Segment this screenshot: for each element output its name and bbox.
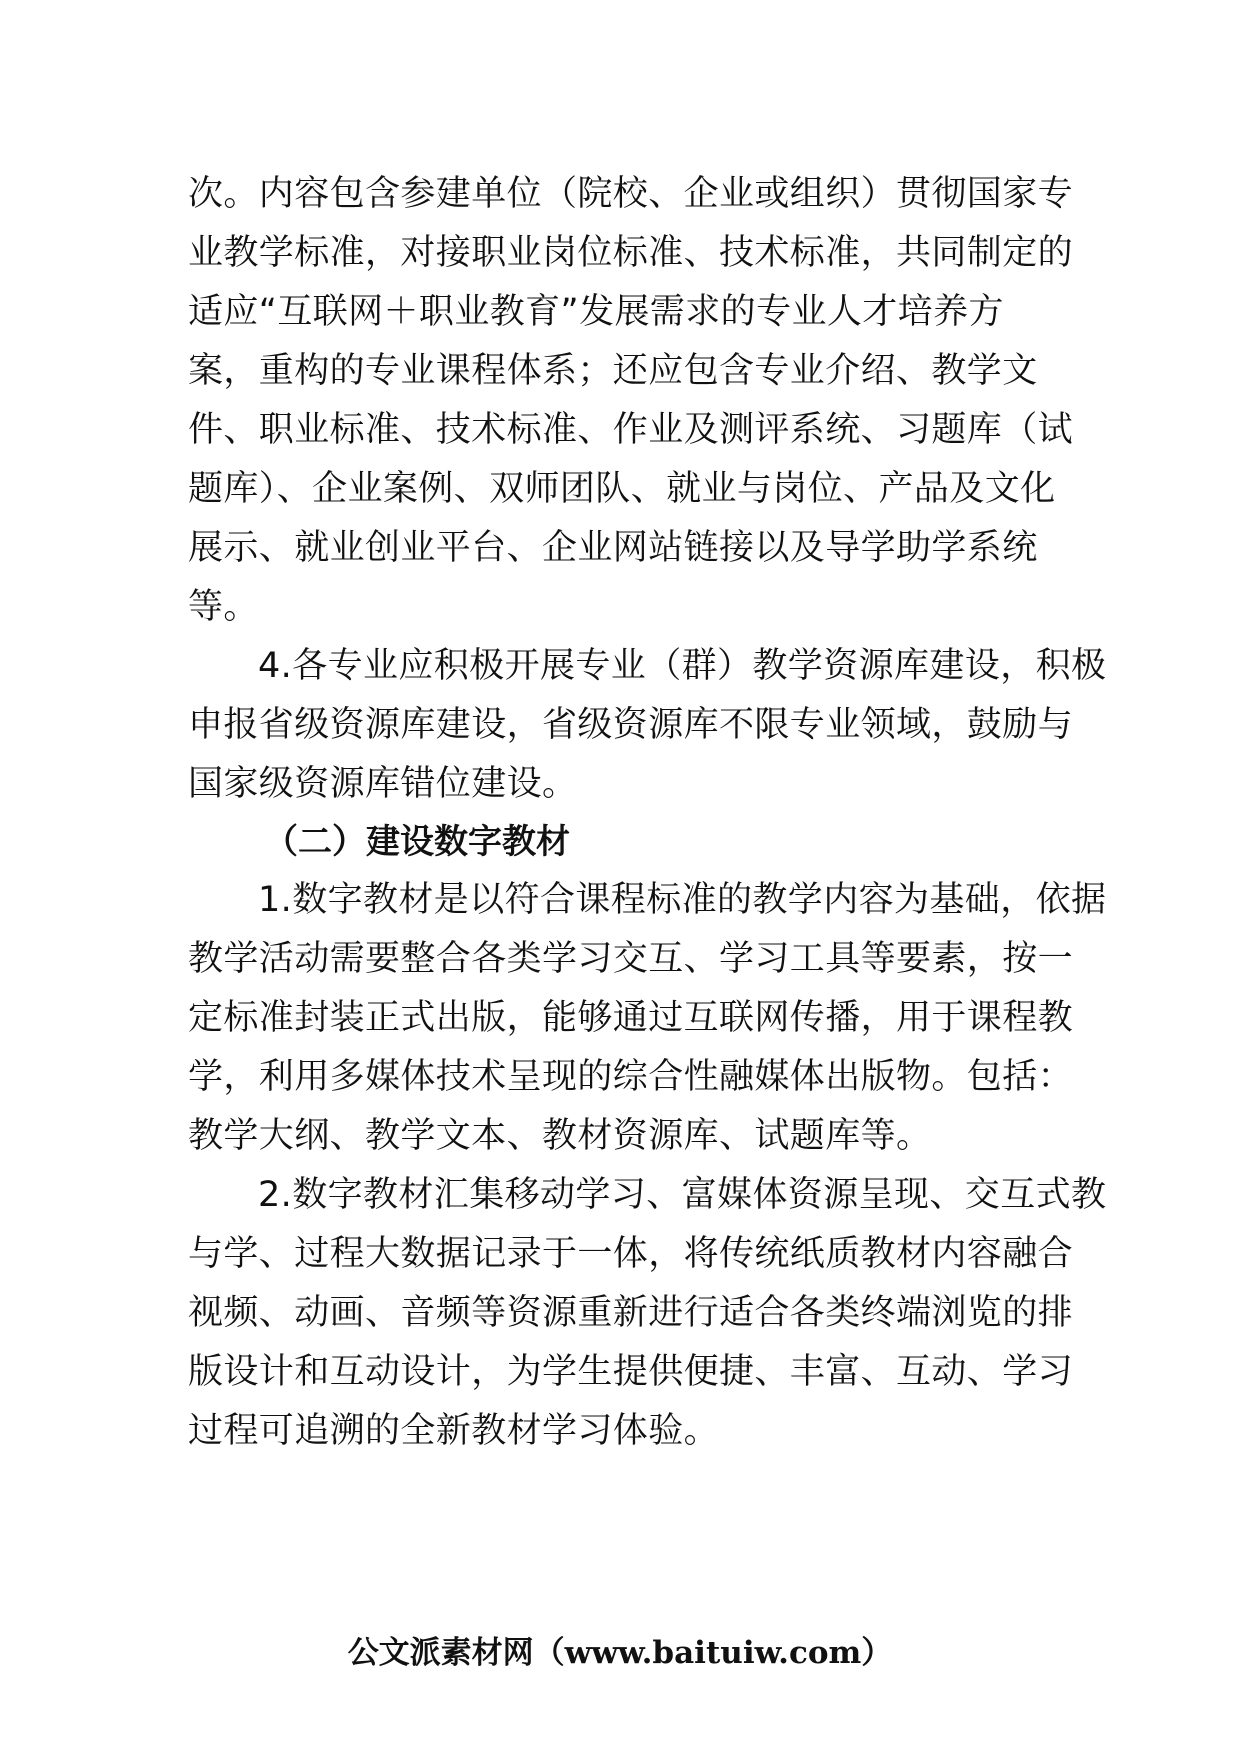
paragraph-line: 4.各专业应积极开展专业（群）教学资源库建设，积极 [258, 646, 1107, 686]
paragraph-line: 业教学标准，对接职业岗位标准、技术标准，共同制定的 [188, 233, 1074, 273]
paragraph-line: 次。内容包含参建单位（院校、企业或组织）贯彻国家专 [188, 174, 1074, 214]
paragraph-line: 件、职业标准、技术标准、作业及测评系统、习题库（试 [188, 410, 1074, 450]
paragraph-line: 教学大纲、教学文本、教材资源库、试题库等。 [188, 1116, 932, 1156]
paragraph-line: 展示、就业创业平台、企业网站链接以及导学助学系统 [188, 528, 1038, 568]
paragraph-line: 与学、过程大数据记录于一体，将传统纸质教材内容融合 [188, 1234, 1074, 1274]
paragraph-line: 过程可追溯的全新教材学习体验。 [188, 1411, 720, 1451]
paragraph-line: 版设计和互动设计，为学生提供便捷、丰富、互动、学习 [188, 1352, 1074, 1392]
paragraph-line: 申报省级资源库建设，省级资源库不限专业领域，鼓励与 [188, 705, 1074, 745]
paragraph-line: 定标准封装正式出版，能够通过互联网传播，用于课程教 [188, 998, 1074, 1038]
paragraph-line: 案，重构的专业课程体系；还应包含专业介绍、教学文 [188, 351, 1038, 391]
paragraph-line: 国家级资源库错位建设。 [188, 764, 578, 804]
paragraph-line: 学，利用多媒体技术呈现的综合性融媒体出版物。包括： [188, 1057, 1074, 1097]
paragraph-line: 教学活动需要整合各类学习交互、学习工具等要素，按一 [188, 939, 1074, 979]
paragraph-line: 题库）、企业案例、双师团队、就业与岗位、产品及文化 [188, 469, 1056, 509]
paragraph-line: 等。 [188, 587, 259, 627]
footer-watermark: 公文派素材网（www.baituiw.com） [347, 1635, 893, 1671]
paragraph-line: 2.数字教材汇集移动学习、富媒体资源呈现、交互式教 [258, 1175, 1107, 1215]
paragraph-line: 视频、动画、音频等资源重新进行适合各类终端浏览的排 [188, 1293, 1074, 1333]
section-heading: （二）建设数字教材 [264, 822, 570, 862]
paragraph-line: 1.数字教材是以符合课程标准的教学内容为基础，依据 [258, 880, 1107, 920]
paragraph-line: 适应“互联网＋职业教育”发展需求的专业人才培养方 [188, 292, 1004, 332]
